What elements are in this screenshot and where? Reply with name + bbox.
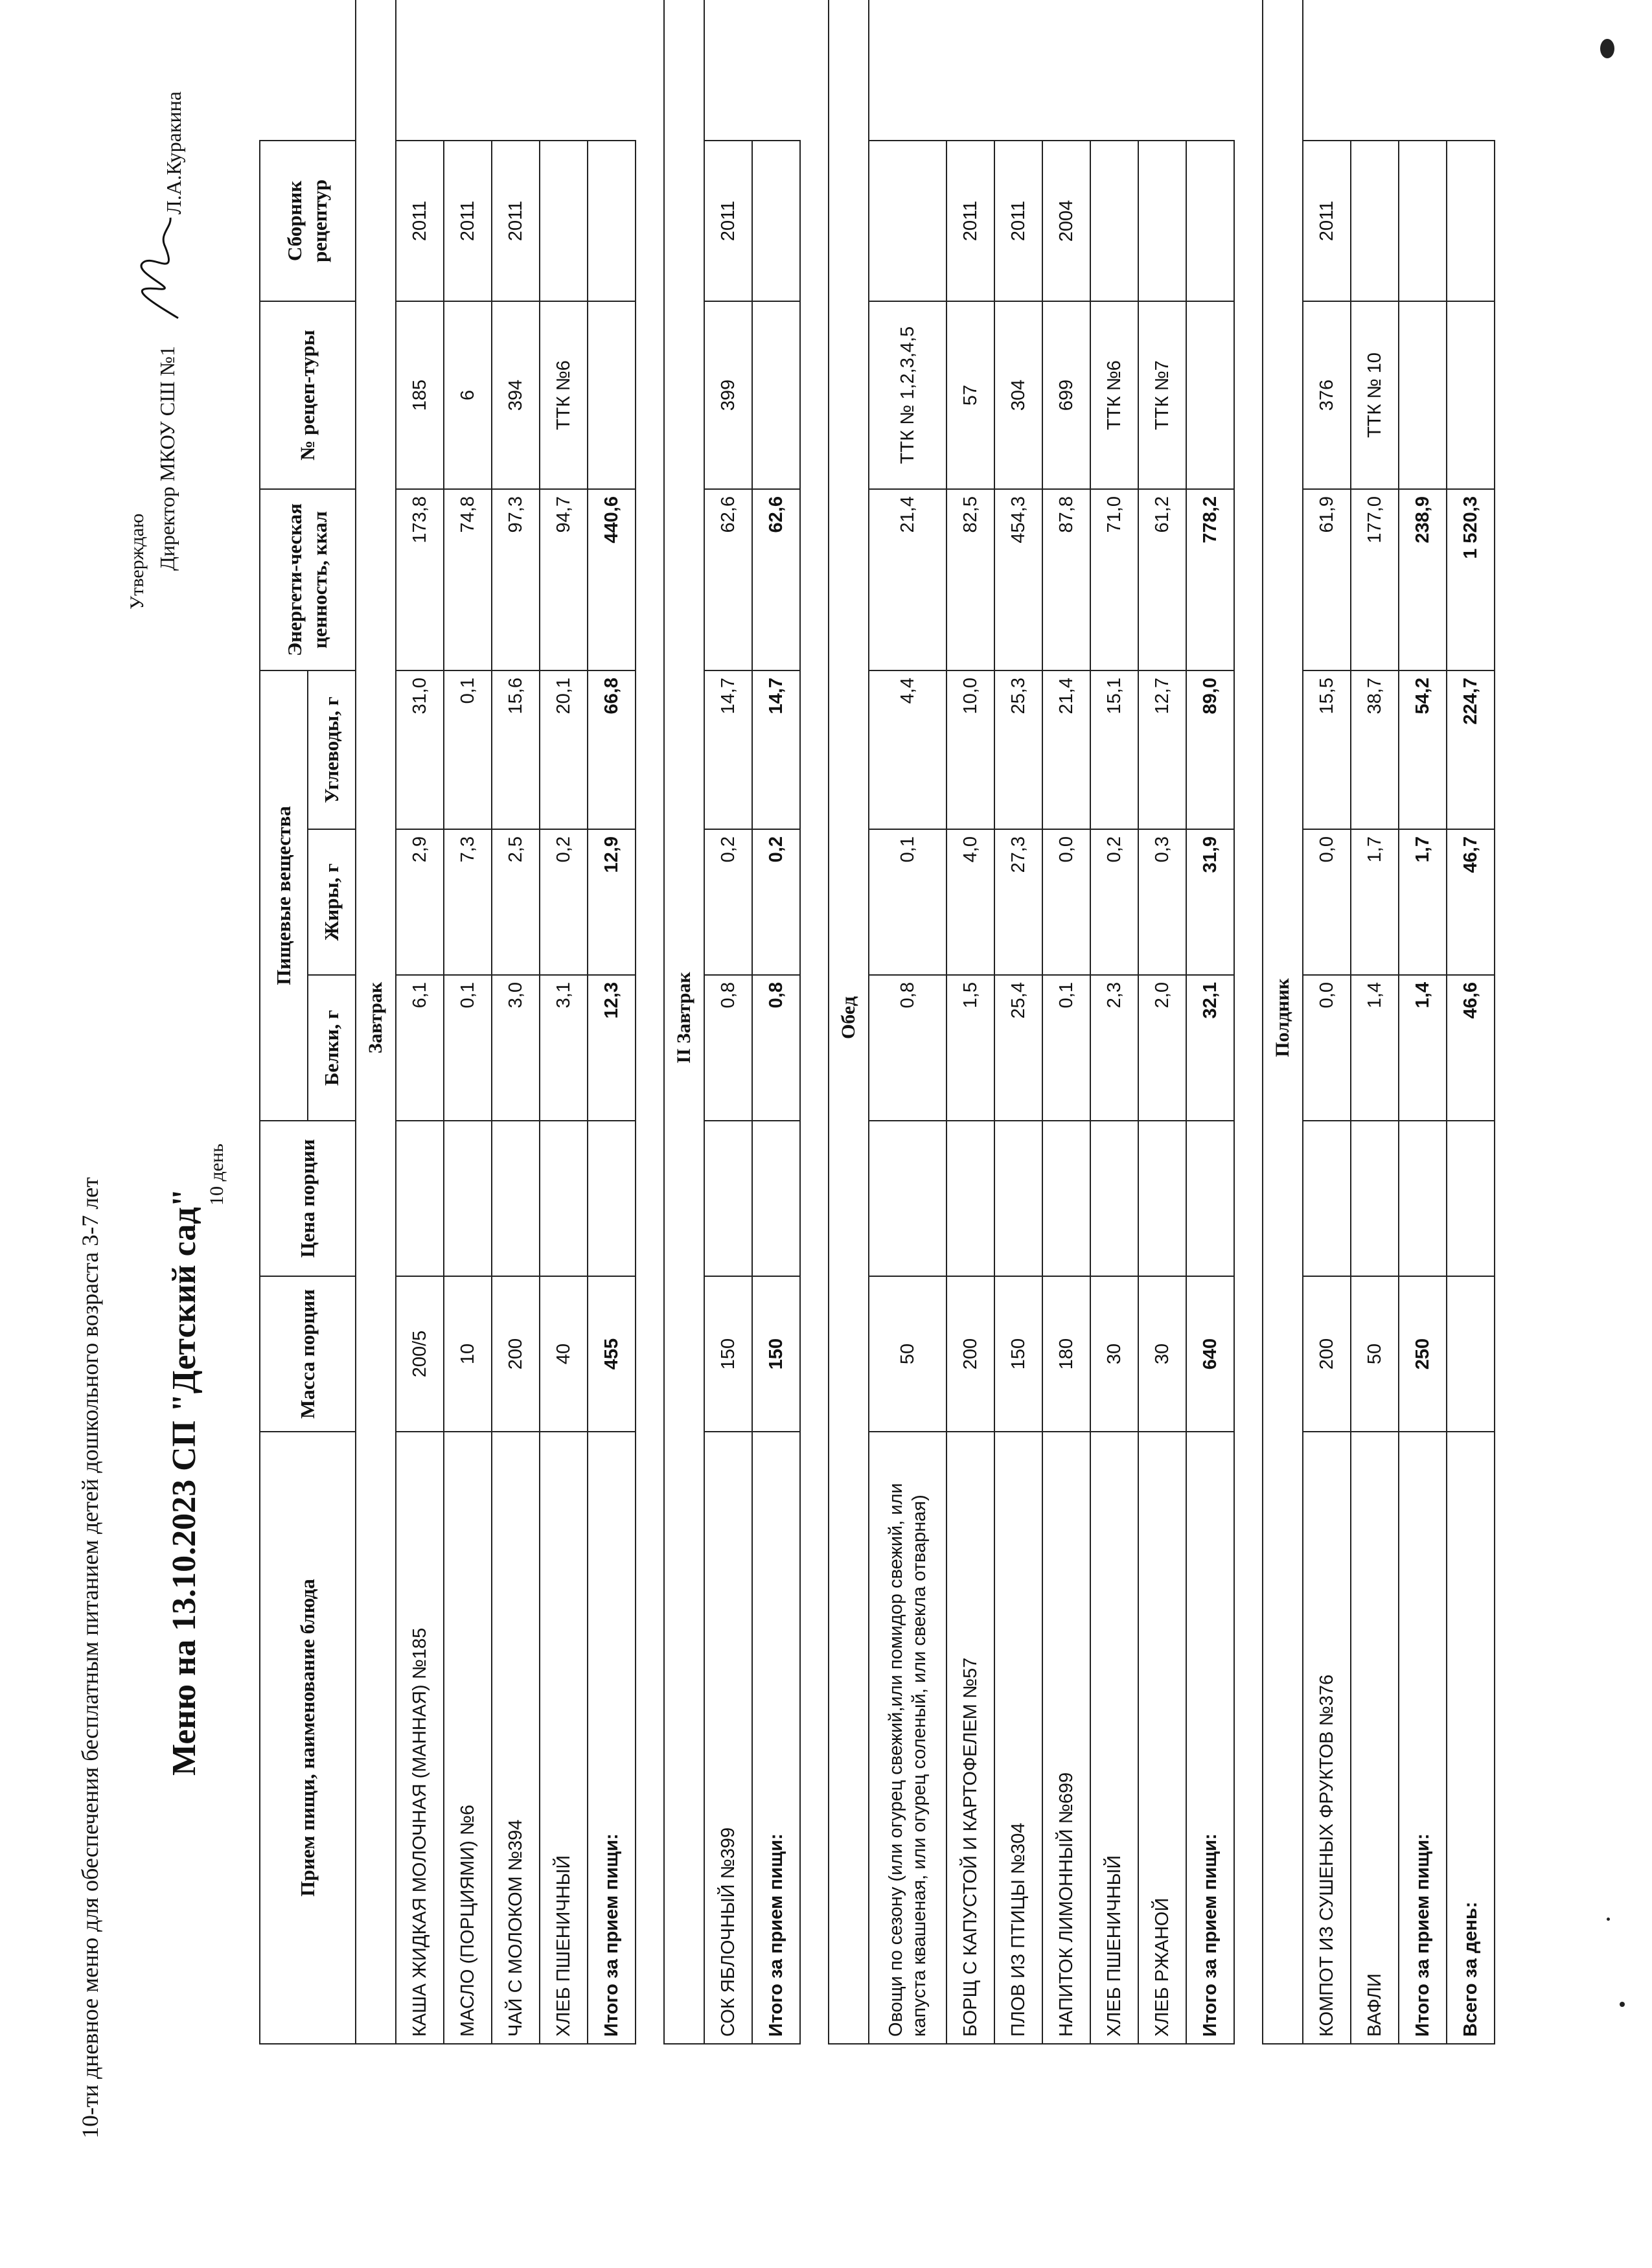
dish-protein: 0,0	[1303, 975, 1351, 1121]
total-carbs: 89,0	[1186, 670, 1234, 829]
total-label: Итого за прием пищи:	[588, 1432, 636, 2044]
table-row	[444, 0, 492, 2044]
table-row	[1303, 0, 1351, 2044]
section-title: Полдник	[1263, 0, 1303, 2044]
dish-carbs: 25,3	[994, 670, 1042, 829]
dish-carbs: 4,4	[869, 670, 946, 829]
dish-energy: 94,7	[540, 489, 588, 670]
signature-mark	[120, 214, 191, 325]
dish-carbs: 0,1	[444, 670, 492, 829]
dish-collection: 2004	[1042, 141, 1090, 301]
dish-carbs: 21,4	[1042, 670, 1090, 829]
header-dish: Прием пищи, наименование блюда	[260, 1432, 356, 2044]
dish-price	[994, 1121, 1042, 1276]
total-label: Итого за прием пищи:	[1186, 1432, 1234, 2044]
dish-collection: 2011	[396, 141, 444, 301]
dish-fat: 0,0	[1303, 829, 1351, 975]
dish-recipe: 185	[396, 301, 444, 489]
table-row	[396, 0, 444, 2044]
dish-energy: 454,3	[994, 489, 1042, 670]
dish-energy: 173,8	[396, 489, 444, 670]
dish-collection: 2011	[946, 141, 994, 301]
dish-recipe: 699	[1042, 301, 1090, 489]
total-row	[588, 0, 636, 2044]
dish-mass: 150	[704, 1276, 752, 1432]
total-mass: 640	[1186, 1276, 1234, 1432]
dish-carbs: 31,0	[396, 670, 444, 829]
dish-price	[1138, 1121, 1186, 1276]
day-total-energy: 1 520,3	[1447, 489, 1495, 670]
dish-energy: 97,3	[492, 489, 540, 670]
total-mass: 150	[752, 1276, 800, 1432]
dish-fat: 4,0	[946, 829, 994, 975]
dish-carbs: 12,7	[1138, 670, 1186, 829]
dish-fat: 1,7	[1351, 829, 1399, 975]
dish-price	[444, 1121, 492, 1276]
dish-fat: 0,1	[869, 829, 946, 975]
dish-energy: 61,2	[1138, 489, 1186, 670]
total-fat: 31,9	[1186, 829, 1234, 975]
dish-mass: 30	[1090, 1276, 1138, 1432]
dish-fat: 2,5	[492, 829, 540, 975]
total-carbs: 14,7	[752, 670, 800, 829]
header-energy: Энергети-ческая ценность, ккал	[260, 489, 356, 670]
menu-table-body	[356, 0, 1495, 2044]
dish-protein: 2,0	[1138, 975, 1186, 1121]
dish-mass: 200/5	[396, 1276, 444, 1432]
total-row	[1399, 0, 1447, 2044]
dish-collection: 2011	[492, 141, 540, 301]
section-title: Обед	[829, 0, 869, 2044]
dish-price	[1090, 1121, 1138, 1276]
dish-mass: 200	[946, 1276, 994, 1432]
dish-energy: 62,6	[704, 489, 752, 670]
dish-recipe: 394	[492, 301, 540, 489]
dish-name: ПЛОВ ИЗ ПТИЦЫ №304	[994, 1432, 1042, 2044]
total-label: Итого за прием пищи:	[1399, 1432, 1447, 2044]
total-fat: 12,9	[588, 829, 636, 975]
dish-price	[1351, 1121, 1399, 1276]
dish-mass: 50	[1351, 1276, 1399, 1432]
dish-recipe: 399	[704, 301, 752, 489]
dish-price	[396, 1121, 444, 1276]
dish-mass: 30	[1138, 1276, 1186, 1432]
dish-collection	[1138, 141, 1186, 301]
dish-name: НАПИТОК ЛИМОННЫЙ №699	[1042, 1432, 1090, 2044]
total-row	[1186, 0, 1234, 2044]
total-energy: 778,2	[1186, 489, 1234, 670]
dish-price	[492, 1121, 540, 1276]
dish-price	[1042, 1121, 1090, 1276]
dish-energy: 74,8	[444, 489, 492, 670]
dish-name: МАСЛО (ПОРЦИЯМИ) №6	[444, 1432, 492, 2044]
header-mass: Масса порции	[260, 1276, 356, 1432]
dish-protein: 2,3	[1090, 975, 1138, 1121]
dish-protein: 25,4	[994, 975, 1042, 1121]
dish-name: ЧАЙ С МОЛОКОМ №394	[492, 1432, 540, 2044]
table-row	[704, 0, 752, 2044]
dish-mass: 50	[869, 1276, 946, 1432]
day-total-label: Всего за день:	[1447, 1432, 1495, 2044]
table-row	[869, 0, 946, 2044]
approval-label: Утверждаю	[126, 513, 148, 610]
dish-price	[946, 1121, 994, 1276]
section-title: II Завтрак	[664, 0, 704, 2044]
dish-recipe: ТТК № 1,2,3,4,5	[869, 301, 946, 489]
scan-speck	[1600, 39, 1614, 58]
day-total-row	[1447, 0, 1495, 2044]
header-nutrients: Пищевые вещества	[260, 670, 308, 1121]
dish-price	[540, 1121, 588, 1276]
dish-protein: 0,8	[869, 975, 946, 1121]
dish-fat: 27,3	[994, 829, 1042, 975]
table-row	[1042, 0, 1090, 2044]
dish-protein: 3,0	[492, 975, 540, 1121]
header-price: Цена порции	[260, 1121, 356, 1276]
dish-name: Овощи по сезону (или огурец свежий,или помидор свежий, или капуста квашеная, или огурец соленый, или свекла отварная)	[869, 1432, 946, 2044]
dish-price	[704, 1121, 752, 1276]
dish-carbs: 38,7	[1351, 670, 1399, 829]
dish-name: ХЛЕБ ПШЕНИЧНЫЙ	[540, 1432, 588, 2044]
day-label: 10 день	[206, 1143, 227, 1206]
dish-energy: 71,0	[1090, 489, 1138, 670]
dish-carbs: 14,7	[704, 670, 752, 829]
dish-collection	[540, 141, 588, 301]
dish-fat: 0,3	[1138, 829, 1186, 975]
dish-collection: 2011	[704, 141, 752, 301]
dish-fat: 0,2	[1090, 829, 1138, 975]
dish-recipe: ТТК №7	[1138, 301, 1186, 489]
dish-mass: 150	[994, 1276, 1042, 1432]
dish-collection	[1351, 141, 1399, 301]
scan-speck	[1607, 1918, 1610, 1921]
total-fat: 0,2	[752, 829, 800, 975]
total-energy: 440,6	[588, 489, 636, 670]
dish-mass: 40	[540, 1276, 588, 1432]
dish-name: БОРЩ С КАПУСТОЙ И КАРТОФЕЛЕМ №57	[946, 1432, 994, 2044]
dish-protein: 1,5	[946, 975, 994, 1121]
header-collection: Сборник рецептур	[260, 141, 356, 301]
dish-protein: 3,1	[540, 975, 588, 1121]
menu-table	[259, 0, 1495, 2045]
dish-recipe: 6	[444, 301, 492, 489]
dish-protein: 1,4	[1351, 975, 1399, 1121]
dish-recipe: 376	[1303, 301, 1351, 489]
dish-mass: 200	[492, 1276, 540, 1432]
header-carbs: Углеводы, г	[308, 670, 356, 829]
scan-speck	[1620, 2002, 1625, 2007]
table-row	[994, 0, 1042, 2044]
dish-mass: 200	[1303, 1276, 1351, 1432]
dish-energy: 61,9	[1303, 489, 1351, 670]
dish-name: ХЛЕБ РЖАНОЙ	[1138, 1432, 1186, 2044]
dish-mass: 10	[444, 1276, 492, 1432]
table-row	[946, 0, 994, 2044]
dish-name: КОМПОТ ИЗ СУШЕНЫХ ФРУКТОВ №376	[1303, 1432, 1351, 2044]
total-protein: 1,4	[1399, 975, 1447, 1121]
approval-name: Л.А.Куракина	[162, 91, 185, 214]
dish-collection: 2011	[444, 141, 492, 301]
dish-name: СОК ЯБЛОЧНЫЙ №399	[704, 1432, 752, 2044]
table-row	[1138, 0, 1186, 2044]
dish-collection	[1090, 141, 1138, 301]
day-total-carbs: 224,7	[1447, 670, 1495, 829]
dish-recipe: ТТК №6	[540, 301, 588, 489]
total-row	[752, 0, 800, 2044]
header-fat: Жиры, г	[308, 829, 356, 975]
dish-protein: 0,1	[444, 975, 492, 1121]
dish-carbs: 15,1	[1090, 670, 1138, 829]
dish-price	[1303, 1121, 1351, 1276]
total-protein: 32,1	[1186, 975, 1234, 1121]
total-mass: 455	[588, 1276, 636, 1432]
dish-energy: 87,8	[1042, 489, 1090, 670]
dish-collection	[869, 141, 946, 301]
dish-recipe: 304	[994, 301, 1042, 489]
dish-protein: 0,8	[704, 975, 752, 1121]
day-total-fat: 46,7	[1447, 829, 1495, 975]
day-total-protein: 46,6	[1447, 975, 1495, 1121]
table-row	[1090, 0, 1138, 2044]
total-energy: 238,9	[1399, 489, 1447, 670]
header-protein: Белки, г	[308, 975, 356, 1121]
dish-carbs: 15,5	[1303, 670, 1351, 829]
dish-carbs: 15,6	[492, 670, 540, 829]
dish-collection: 2011	[1303, 141, 1351, 301]
dish-energy: 82,5	[946, 489, 994, 670]
dish-energy: 177,0	[1351, 489, 1399, 670]
table-row	[492, 0, 540, 2044]
header-recipe: № рецеп-туры	[260, 301, 356, 489]
total-mass: 250	[1399, 1276, 1447, 1432]
total-price	[588, 1121, 636, 1276]
dish-carbs: 10,0	[946, 670, 994, 829]
total-label: Итого за прием пищи:	[752, 1432, 800, 2044]
dish-name: ХЛЕБ ПШЕНИЧНЫЙ	[1090, 1432, 1138, 2044]
dish-fat: 0,2	[704, 829, 752, 975]
dish-energy: 21,4	[869, 489, 946, 670]
dish-carbs: 20,1	[540, 670, 588, 829]
table-row	[1351, 0, 1399, 2044]
total-carbs: 66,8	[588, 670, 636, 829]
dish-recipe: ТТК № 10	[1351, 301, 1399, 489]
dish-fat: 7,3	[444, 829, 492, 975]
dish-recipe: ТТК №6	[1090, 301, 1138, 489]
section-title: Завтрак	[356, 0, 396, 2044]
table-row	[540, 0, 588, 2044]
dish-name: ВАФЛИ	[1351, 1432, 1399, 2044]
approval-director: Директор МКОУ СШ №1	[155, 346, 179, 571]
dish-fat: 0,0	[1042, 829, 1090, 975]
dish-mass: 180	[1042, 1276, 1090, 1432]
dish-fat: 2,9	[396, 829, 444, 975]
total-carbs: 54,2	[1399, 670, 1447, 829]
dish-name: КАША ЖИДКАЯ МОЛОЧНАЯ (МАННАЯ) №185	[396, 1432, 444, 2044]
total-fat: 1,7	[1399, 829, 1447, 975]
menu-header-line: 10-ти дневное меню для обеспечения бесплатным питанием детей дошкольного возраста 3-7 лет	[77, 1177, 103, 2138]
dish-fat: 0,2	[540, 829, 588, 975]
dish-protein: 0,1	[1042, 975, 1090, 1121]
total-energy: 62,6	[752, 489, 800, 670]
dish-price	[869, 1121, 946, 1276]
dish-recipe: 57	[946, 301, 994, 489]
dish-protein: 6,1	[396, 975, 444, 1121]
dish-collection: 2011	[994, 141, 1042, 301]
total-protein: 0,8	[752, 975, 800, 1121]
page-title: Меню на 13.10.2023 СП "Детский сад"	[166, 1188, 203, 1776]
total-protein: 12,3	[588, 975, 636, 1121]
